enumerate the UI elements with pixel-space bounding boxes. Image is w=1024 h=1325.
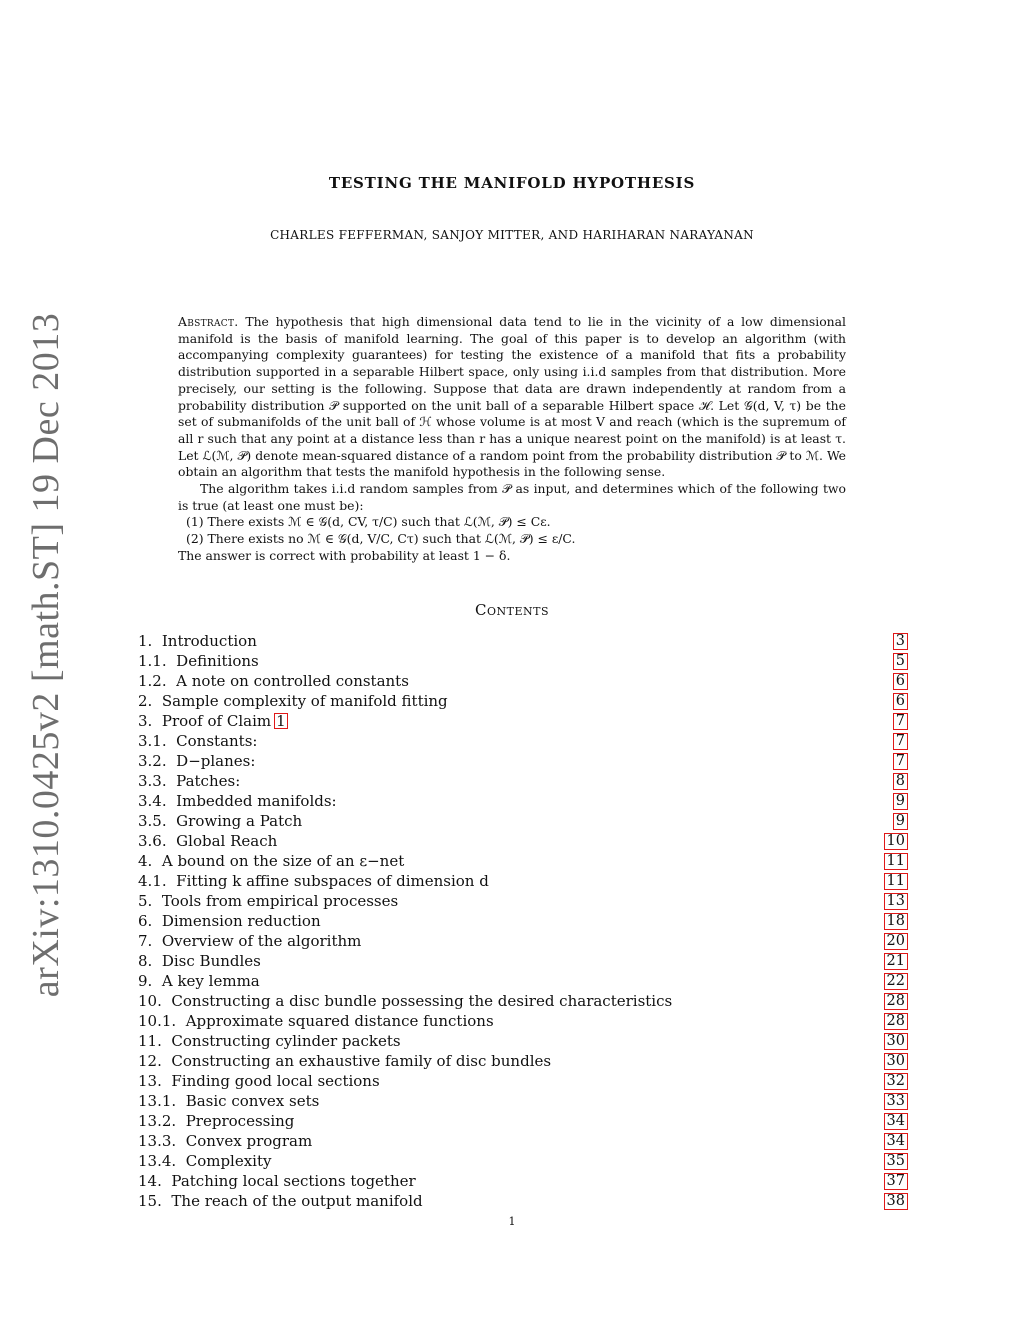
toc-page-link[interactable]: 13: [884, 893, 908, 910]
toc-entry-label: [138, 991, 672, 1011]
toc-entry[interactable]: [138, 871, 908, 891]
toc-entry-label: [138, 631, 257, 651]
toc-entry[interactable]: [138, 1131, 908, 1151]
toc-entry-label: [138, 771, 240, 791]
toc-section-number: 9.: [138, 972, 153, 990]
arxiv-stamp: arXiv:1310.0425v2 [math.ST] 19 Dec 2013: [25, 312, 67, 998]
toc-entry-label: [138, 971, 260, 991]
toc-section-title: The reach of the output manifold: [171, 1192, 423, 1210]
abstract-paragraph-1: [178, 314, 846, 481]
toc-page-link[interactable]: 7: [893, 753, 908, 770]
toc-page-link[interactable]: 20: [884, 933, 908, 950]
toc-entry-label: [138, 711, 288, 731]
toc-section-title: Approximate squared distance functions: [185, 1012, 494, 1030]
abstract-closing: The answer is correct with probability at least 1 − δ.: [178, 547, 511, 563]
toc-section-title: Constructing an exhaustive family of disc bundles: [171, 1052, 552, 1070]
abstract-heading: Abstract.: [178, 314, 239, 329]
toc-section-title: Tools from empirical processes: [161, 892, 399, 910]
claim-reference-link[interactable]: 1: [276, 712, 286, 730]
toc-section-title: Growing a Patch: [176, 812, 303, 830]
toc-section-number: 3.4.: [138, 792, 167, 810]
toc-section-title: Sample complexity of manifold fitting: [161, 692, 448, 710]
toc-page-link[interactable]: 33: [884, 1093, 908, 1110]
toc-entry[interactable]: [138, 1051, 908, 1071]
toc-page-link[interactable]: 5: [893, 653, 908, 670]
toc-entry[interactable]: [138, 751, 908, 771]
toc-entry-label: [138, 951, 261, 971]
toc-section-number: 4.: [138, 852, 153, 870]
toc-section-title: Global Reach: [176, 832, 278, 850]
toc-section-number: 10.: [138, 992, 162, 1010]
toc-section-title: A note on controlled constants: [176, 672, 409, 690]
toc-page-link[interactable]: 30: [884, 1053, 908, 1070]
toc-section-number: 1.2.: [138, 672, 167, 690]
toc-entry[interactable]: [138, 691, 908, 711]
toc-entry[interactable]: [138, 671, 908, 691]
toc-section-title: Constructing a disc bundle possessing the desired characteristics: [171, 992, 673, 1010]
toc-entry-label: [138, 831, 277, 851]
toc-entry[interactable]: [138, 991, 908, 1011]
toc-entry-label: [138, 751, 255, 771]
toc-page-link[interactable]: 34: [884, 1133, 908, 1150]
toc-entry[interactable]: [138, 931, 908, 951]
toc-entry[interactable]: [138, 631, 908, 651]
toc-section-title: Imbedded manifolds:: [176, 792, 337, 810]
toc-section-title: Disc Bundles: [161, 952, 261, 970]
abstract-case-2: (2) There exists no ℳ ∈ 𝒢(d, V/C, Cτ) such that ℒ(ℳ, 𝒫) ≤ ε/C.: [186, 531, 576, 547]
toc-entry[interactable]: [138, 851, 908, 871]
toc-entry[interactable]: [138, 1071, 908, 1091]
toc-section-number: 14.: [138, 1172, 162, 1190]
toc-page-link[interactable]: 6: [893, 673, 908, 690]
toc-section-number: 11.: [138, 1032, 162, 1050]
toc-section-number: 13.1.: [138, 1092, 177, 1110]
toc-section-title: Overview of the algorithm: [161, 932, 362, 950]
toc-section-number: 3.2.: [138, 752, 167, 770]
toc-section-number: 13.3.: [138, 1132, 177, 1150]
toc-entry[interactable]: [138, 771, 908, 791]
toc-page-link[interactable]: 7: [893, 733, 908, 750]
toc-entry-label: [138, 811, 302, 831]
toc-section-number: 5.: [138, 892, 153, 910]
toc-entry-label: [138, 731, 257, 751]
toc-section-number: 13.: [138, 1072, 162, 1090]
toc-entry[interactable]: [138, 1111, 908, 1131]
toc-section-title: Finding good local sections: [171, 1072, 380, 1090]
contents-heading: Contents: [475, 601, 549, 619]
abstract-case-1: (1) There exists ℳ ∈ 𝒢(d, CV, τ/C) such that ℒ(ℳ, 𝒫) ≤ Cε.: [186, 514, 551, 530]
toc-section-title: D−planes:: [176, 752, 256, 770]
toc-section-title: Preprocessing: [185, 1112, 295, 1130]
toc-section-title: Introduction: [161, 632, 257, 650]
toc-section-title: Definitions: [176, 652, 259, 670]
toc-entry-label: [138, 1191, 423, 1211]
toc-entry-label: [138, 1131, 312, 1151]
abstract-cases: [178, 514, 846, 547]
toc-page-link[interactable]: 6: [893, 693, 908, 710]
toc-page-link[interactable]: 38: [884, 1193, 908, 1210]
toc-entry-label: [138, 1071, 380, 1091]
toc-section-title: A bound on the size of an ε−net: [161, 852, 405, 870]
toc-section-number: 3.5.: [138, 812, 167, 830]
toc-section-number: 3.1.: [138, 732, 167, 750]
toc-section-title: Constants:: [176, 732, 258, 750]
toc-entry[interactable]: [138, 1011, 908, 1031]
paper-authors: CHARLES FEFFERMAN, SANJOY MITTER, AND HARIHARAN NARAYANAN: [270, 228, 754, 242]
toc-section-title: Dimension reduction: [161, 912, 321, 930]
toc-entry[interactable]: [138, 811, 908, 831]
toc-section-title: Convex program: [185, 1132, 313, 1150]
toc-page-link[interactable]: 35: [884, 1153, 908, 1170]
toc-entry[interactable]: [138, 971, 908, 991]
toc-entry-label: [138, 1111, 294, 1131]
toc-entry[interactable]: [138, 1171, 908, 1191]
toc-section-number: 7.: [138, 932, 153, 950]
toc-entry-label: [138, 1151, 272, 1171]
toc-page-link[interactable]: 18: [884, 913, 908, 930]
toc-section-title: Fitting k affine subspaces of dimension d: [176, 872, 489, 890]
toc-entry-label: [138, 1171, 416, 1191]
abstract: [178, 314, 846, 565]
toc-entry[interactable]: [138, 1151, 908, 1171]
toc-entry-label: [138, 891, 398, 911]
toc-entry-label: [138, 1091, 319, 1111]
toc-page-link[interactable]: 9: [893, 793, 908, 810]
toc-page-link[interactable]: 7: [893, 713, 908, 730]
toc-entry-label: [138, 1031, 401, 1051]
toc-entry-label: [138, 871, 489, 891]
toc-section-number: 3.3.: [138, 772, 167, 790]
toc-page-link[interactable]: 22: [884, 973, 908, 990]
toc-entry[interactable]: [138, 731, 908, 751]
toc-entry-label: [138, 651, 259, 671]
toc-page-link[interactable]: 28: [884, 993, 908, 1010]
toc-section-number: 10.1.: [138, 1012, 177, 1030]
toc-section-number: 13.4.: [138, 1152, 177, 1170]
table-of-contents: [138, 631, 908, 1211]
toc-entry[interactable]: [138, 791, 908, 811]
toc-section-number: 13.2.: [138, 1112, 177, 1130]
toc-page-link[interactable]: 28: [884, 1013, 908, 1030]
abstract-text-1: The hypothesis that high dimensional data tend to lie in the vicinity of a low dimensional manifold is the basis of manifold learning. The goal of this paper is to develop an algorithm (with accompanying complexity guarantees) for testing the existence of a manifold that fits a probability distribution supported in a separable Hilbert space, only using i.i.d samples from that distribution. More precisely, our setting is the following. Suppose that data are drawn independently at random from a probability distribution 𝒫 supported on the unit ball of a separable Hilbert space ℋ. Let 𝒢(d, V, τ) be the set of submanifolds of the unit ball of ℋ whose volume is at most V and reach (which is the supremum of all r such that any point at a distance less than r has a unique nearest point on the manifold) is at least τ. Let ℒ(ℳ, 𝒫) denote mean-squared distance of a random point from the probability distribution 𝒫 to ℳ. We obtain an algorithm that tests the manifold hypothesis in the following sense.: [178, 314, 846, 480]
toc-entry[interactable]: [138, 1031, 908, 1051]
toc-entry-label: [138, 1051, 551, 1071]
toc-section-number: 1.: [138, 632, 153, 650]
toc-section-title: A key lemma: [161, 972, 260, 990]
toc-page-link[interactable]: 34: [884, 1113, 908, 1130]
toc-section-title: Patching local sections together: [171, 1172, 416, 1190]
toc-section-title: Constructing cylinder packets: [171, 1032, 401, 1050]
toc-section-number: 6.: [138, 912, 153, 930]
toc-section-title: Proof of Claim: [161, 712, 272, 730]
toc-entry[interactable]: [138, 1191, 908, 1211]
toc-section-number: 3.6.: [138, 832, 167, 850]
toc-page-link[interactable]: 10: [884, 833, 908, 850]
toc-page-link[interactable]: 8: [893, 773, 908, 790]
paper-title: TESTING THE MANIFOLD HYPOTHESIS: [328, 174, 696, 192]
toc-page-link[interactable]: 30: [884, 1033, 908, 1050]
toc-page-link[interactable]: 37: [884, 1173, 908, 1190]
toc-entry[interactable]: [138, 891, 908, 911]
toc-entry[interactable]: [138, 711, 908, 731]
toc-entry[interactable]: [138, 951, 908, 971]
toc-page-link[interactable]: 9: [893, 813, 908, 830]
toc-entry[interactable]: [138, 651, 908, 671]
toc-page-link[interactable]: 11: [884, 873, 908, 890]
toc-page-link[interactable]: 32: [884, 1073, 908, 1090]
toc-entry[interactable]: [138, 911, 908, 931]
toc-entry[interactable]: [138, 1091, 908, 1111]
toc-entry-label: [138, 911, 321, 931]
toc-entry[interactable]: [138, 831, 908, 851]
toc-page-link[interactable]: 3: [893, 633, 908, 650]
toc-entry-label: [138, 851, 404, 871]
toc-entry-label: [138, 671, 409, 691]
toc-page-link[interactable]: 21: [884, 953, 908, 970]
abstract-paragraph-2: The algorithm takes i.i.d random samples from 𝒫 as input, and determines which of the following two is true (at least one must be):: [178, 481, 846, 513]
toc-section-title: Patches:: [176, 772, 241, 790]
toc-section-number: 15.: [138, 1192, 162, 1210]
toc-section-number: 8.: [138, 952, 153, 970]
toc-section-title: Basic convex sets: [185, 1092, 320, 1110]
toc-entry-label: [138, 791, 337, 811]
toc-entry-label: [138, 931, 361, 951]
toc-section-number: 3.: [138, 712, 153, 730]
toc-section-title: Complexity: [185, 1152, 272, 1170]
toc-entry-label: [138, 1011, 494, 1031]
toc-section-number: 12.: [138, 1052, 162, 1070]
toc-page-link[interactable]: 11: [884, 853, 908, 870]
toc-entry-label: [138, 691, 448, 711]
page-number: 1: [508, 1215, 516, 1228]
toc-section-number: 1.1.: [138, 652, 167, 670]
toc-section-number: 4.1.: [138, 872, 167, 890]
toc-section-number: 2.: [138, 692, 153, 710]
